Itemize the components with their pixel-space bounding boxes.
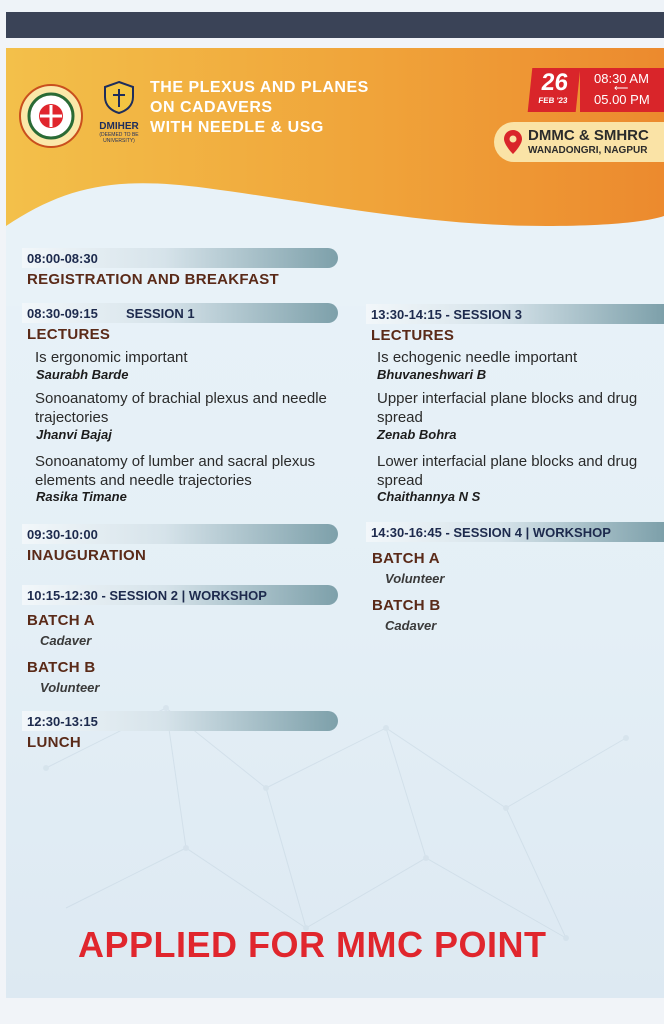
talk-title: Is ergonomic important [35,349,188,366]
time-arrow-icon: ⟵ [614,83,629,94]
session1-label: SESSION 1 [126,306,195,321]
top-strip [0,0,664,12]
session2-batch-b-sub: Volunteer [40,680,100,695]
session2-batch-a-sub: Cadaver [40,633,92,648]
event-title [150,78,410,138]
session3-bar-text: 13:30-14:15 - SESSION 3 [371,307,523,322]
talk-speaker: Rasika Timane [36,489,127,504]
shield-icon [102,80,136,114]
session4-batch-a: BATCH A [372,550,440,567]
talk-speaker: Jhanvi Bajaj [36,427,112,442]
college-seal-icon [18,83,84,149]
lunch-time: 12:30-13:15 [27,714,98,729]
session2-bar-text: 10:15-12:30 - SESSION 2 | WORKSHOP [27,588,267,603]
dmiher-subtitle: (DEEMED TO BE UNIVERSITY) [99,132,139,144]
session2-batch-a: BATCH A [27,612,95,629]
time-end: 05.00 PM [594,92,650,107]
venue-address: WANADONGRI, NAGPUR [528,145,648,156]
event-title-line: ON CADAVERS [150,99,273,116]
talk-speaker: Bhuvaneshwari B [377,367,487,382]
time-badge [580,68,664,112]
registration-title: REGISTRATION AND BREAKFAST [27,271,279,288]
venue-name: DMMC & SMHRC [528,127,649,144]
session4-batch-a-sub: Volunteer [385,571,445,586]
session2-batch-b: BATCH B [27,659,96,676]
talk-title: Sonoanatomy of brachial plexus and needle trajectories [35,390,327,426]
talk-title: Lower interfacial plane blocks and drug spread [377,453,638,489]
time-start: 08:30 AM [594,71,649,86]
date-day: 26 [540,69,570,96]
inauguration-time: 09:30-10:00 [27,527,98,542]
date-month: FEB '23 [537,96,568,105]
session4-batch-b: BATCH B [372,597,441,614]
date-badge [528,68,581,112]
session1-time: 08:30-09:15 [27,306,98,321]
top-bar [6,12,664,38]
session1-heading: LECTURES [27,326,111,343]
mmc-point-notice: APPLIED FOR MMC POINT [78,924,547,965]
event-title-line: THE PLEXUS AND PLANES [150,79,369,96]
session4-bar-text: 14:30-16:45 - SESSION 4 | WORKSHOP [371,525,611,540]
talk-title: Is echogenic needle important [377,349,578,366]
dmiher-name: DMIHER [99,121,139,132]
venue-pill [494,122,664,162]
registration-time: 08:00-08:30 [27,251,98,266]
location-pin-icon [504,130,522,154]
inauguration-title: INAUGURATION [27,547,147,564]
talk-speaker: Zenab Bohra [377,427,457,442]
session4-batch-b-sub: Cadaver [385,618,437,633]
event-title-line: WITH NEEDLE & USG [150,119,324,136]
talk-title: Upper interfacial plane blocks and drug spread [377,390,638,426]
talk-speaker: Saurabh Barde [36,367,129,382]
talk-speaker: Chaithannya N S [377,489,481,504]
poster [6,48,664,998]
talk-title: Sonoanatomy of lumber and sacral plexus elements and needle trajectories [35,453,316,489]
session3-heading: LECTURES [371,327,455,344]
dmiher-logo [92,80,146,160]
lunch-title: LUNCH [27,734,81,751]
